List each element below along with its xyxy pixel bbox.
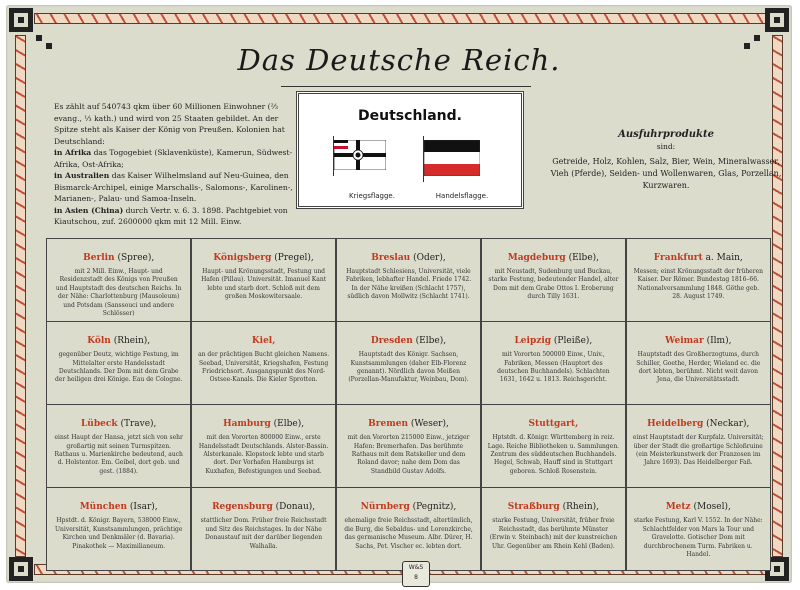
city-description: mit Neustadt, Sudenburg und Buckau, starke Festung, bedeutender Handel, alter Dom mit dem Grabe Ottos I. Eroberung durch Tilly 1631. [488, 268, 619, 301]
city-heading [343, 245, 474, 264]
intro-africa [54, 147, 299, 170]
city-name: Nürnberg [360, 502, 410, 513]
city-description: einst Haupt der Hansa, jetzt sich von sehr großartig mit seinen Turmspitzen. Rathaus u. Marienkirche bedeutend, auch d. Holstentor. Em. Geibel, dort geb. und gest. (1884). [54, 434, 183, 475]
city-heading [633, 328, 764, 347]
right-border-band [772, 35, 783, 557]
city-name: Heidelberg [647, 419, 704, 430]
city-description: Hauptstadt Schlesiens, Universität, viele Fabriken, lebhafter Handel. Friede 1742. In der Nähe kreißen (Schlacht 1757), südlich davon Mollwitz (Schlacht 1741). [345, 268, 472, 301]
city-river: (Isar), [127, 502, 158, 513]
city-heading [633, 411, 764, 430]
city-name: Weimar [665, 336, 704, 347]
merchant-flag-column [417, 136, 507, 200]
city-heading [633, 494, 764, 513]
export-title: Ausfuhrprodukte [618, 129, 714, 140]
city-heading [488, 494, 619, 513]
city-heading [198, 245, 329, 264]
city-cell [47, 488, 190, 570]
city-description: an der prächtigen Bucht gleichen Namens. Seebad, Universität, Kriegshafen, Festung Friedrichsort. Ausgangspunkt des Nord-Ostsee-Kanals. Die Kieler Sprotten. [198, 351, 330, 384]
city-description: mit den Vororten 800000 Einw., erste Handelsstadt Deutschlands. Alster-Bassin. Alsterkanale. Klopstock lebte und starb dort. Der Vorhafen Hamburgs ist Kuxhafen, Befestigungen und Seebad. [198, 434, 329, 475]
left-border-band [15, 35, 26, 557]
city-heading [198, 411, 329, 430]
city-name: Frankfurt [653, 253, 703, 263]
city-heading [53, 328, 184, 347]
city-cell [192, 239, 335, 321]
city-heading [488, 245, 619, 264]
city-description: Hpstdt. d. Königr. Bayern, 538000 Einw., Universität, Kunstsammlungen, prächtige Kirchen und Denkmäler (d. Bavaria). Pinakothek — Maximilianeum. [54, 517, 183, 550]
city-cell [627, 405, 770, 487]
intro-australia-text: das Kaiser Wilhelmsland auf Neu-Guinea, den Bismarck-Archipel, einige Marschalls-, Salomons-, Karolinen-, Marianen-, Palau- und Samoa-Inseln. [54, 171, 293, 203]
city-river: (Elbe), [270, 419, 305, 430]
war-flag-icon [334, 140, 386, 170]
city-heading [53, 245, 184, 264]
intro-africa-text: das Togogebiet (Sklavenküste), Kamerun, Südwest-Afrika, Ost-Afrika; [54, 148, 293, 169]
export-products [546, 129, 786, 192]
city-river: (Mosel), [690, 502, 731, 513]
city-heading [53, 494, 184, 513]
corner-ornament-top-left [9, 8, 33, 32]
intro-text [54, 101, 299, 228]
city-heading [343, 328, 474, 347]
city-cell [47, 239, 190, 321]
city-river: (Pregel), [271, 253, 314, 263]
flag-heading: Deutschland. [358, 108, 462, 124]
city-cell [482, 239, 625, 321]
city-name: Bremen [368, 419, 408, 430]
city-description: mit den Vororten 215000 Einw., jetziger Hafen: Bremerhafen. Das berühmte Rathaus mit dem Ratskeller und dem Roland davor; nahe dem Dom das Standbild Gustav Adolfs. [347, 434, 470, 475]
intro-asia-text: durch Vertr. v. 6. 3. 1898. Pachtgebiet von Kiautschou, zuf. 2600000 qkm mit 12 Mill. Einw. [54, 205, 288, 226]
city-cell [337, 488, 480, 570]
city-name: Köln [87, 336, 111, 347]
city-cell [47, 405, 190, 487]
intro-asia-lead: in Asien (China) [54, 205, 124, 215]
chart-card [6, 5, 792, 583]
city-name: Berlin [83, 253, 115, 263]
city-heading [198, 494, 329, 513]
city-river: (Ilm), [703, 336, 732, 347]
city-cell [192, 488, 335, 570]
city-cell [47, 322, 190, 404]
corner-ornament-top-right [765, 8, 789, 32]
city-grid [46, 238, 771, 571]
city-heading [343, 411, 474, 430]
merchant-flag-caption: Handelsflagge. [435, 192, 489, 200]
city-cell [627, 322, 770, 404]
city-name: Straßburg [507, 502, 560, 513]
intro-paragraph: Es zählt auf 540743 qkm über 60 Millionen Einwohner (⅔ evang., ⅓ kath.) und wird von 25 Staaten gebildet. An der Spitze steht als Kaiser der König von Preußen. Kolonien hat Deutschland: [54, 102, 285, 146]
city-cell [482, 405, 625, 487]
war-flag-column [327, 136, 417, 200]
city-river: a. Main, [702, 253, 743, 263]
city-cell [482, 322, 625, 404]
city-name: Magdeburg [507, 253, 566, 263]
city-description: mit 2 Mill. Einw., Haupt- und Residenzstadt des Königs von Preußen und Hauptstadt des deutschen Reichs. In der Nähe: Charlottenburg (Mausoleum) und Potsdam (Sanssouci und andere Schlösser) [55, 268, 182, 318]
city-river: (Pegnitz), [409, 502, 457, 513]
city-river: (Spree), [114, 253, 155, 263]
city-cell [192, 322, 335, 404]
corner-ornament-bottom-left [9, 557, 33, 581]
decorative-square [36, 35, 42, 41]
war-flag-caption: Kriegsflagge. [349, 192, 395, 200]
city-river: (Donau), [272, 502, 316, 513]
city-river: (Rhein), [110, 336, 151, 347]
city-name: Leipzig [514, 336, 552, 347]
city-name: Regensburg [212, 502, 273, 513]
city-cell [192, 405, 335, 487]
city-name: Lübeck [80, 419, 118, 430]
city-cell [337, 405, 480, 487]
city-river: (Trave), [117, 419, 157, 430]
city-description: starke Festung, Karl V. 1552. In der Nähe: Schlachtfelder von Mars la Tour und Gravelotte. Gotischer Dom mit durchbrochenem Turm. Fabriken u. Handel. [633, 517, 763, 558]
city-description: Hptstdt. d. Königr. Württemberg in reiz. Lage. Reiche Bibliotheken u. Sammlungen. Zentrum des süddeutschen Buchhandels. Hegel, Schwab, Hauff sind in Stuttgart geboren. Schloß Rosenstein. [487, 434, 620, 475]
intro-asia [54, 205, 299, 228]
city-name: Kiel, [251, 336, 276, 347]
city-description: starke Festung, Universität, früher freie Reichsstadt, das berühmte Münster (Erwin v. Steinbach) mit der kunstreichen Uhr. Gegenüber am Rhein Kehl (Baden). [489, 517, 618, 550]
city-heading [198, 328, 329, 347]
page-title: Das Deutsche Reich. [237, 43, 561, 77]
city-river: (Weser), [408, 419, 449, 430]
city-heading [343, 494, 474, 513]
city-cell [337, 239, 480, 321]
city-name: München [79, 502, 128, 513]
city-description: gegenüber Deutz, wichtige Festung, im Mittelalter erste Handelsstadt Deutschlands. Der Dom mit dem Grabe der heiligen drei Könige. Eau de Cologne. [54, 351, 183, 384]
intro-africa-lead: in Afrika [54, 148, 92, 157]
city-cell [337, 322, 480, 404]
city-river: (Neckar), [703, 419, 750, 430]
city-river: (Elbe), [412, 336, 447, 347]
city-name: Metz [665, 502, 691, 513]
city-description: einst Hauptstadt der Kurpfalz. Universität; über der Stadt die großartige Schloßruine (ein Meisterkunstwerk der Franzosen im Jahre 1693). Das Heidelberger Faß. [632, 434, 764, 467]
city-heading [633, 245, 764, 264]
publisher-badge-text: W&S 8 [408, 564, 424, 581]
publisher-badge [402, 561, 430, 587]
city-description: stattlicher Dom. Früher freie Reichsstadt und Sitz des Reichstages. In der Nähe Donaustauf mit der darüber liegenden Walhalla. [200, 517, 327, 550]
city-description: Haupt- und Krönungsstadt, Festung und Hafen (Pillau). Universität. Imanuel Kant lebte und starb dort. Schloß mit dem großen Moskowitersaale. [201, 268, 327, 301]
export-subtitle: sind: [656, 142, 676, 151]
city-name: Königsberg [213, 253, 272, 263]
decorative-square [754, 35, 760, 41]
merchant-flag-icon [424, 140, 480, 176]
city-river: (Rhein), [559, 502, 600, 513]
city-name: Breslau [371, 253, 411, 263]
city-name: Dresden [370, 336, 413, 347]
city-river: (Pleiße), [551, 336, 593, 347]
city-heading [488, 328, 619, 347]
intro-australia-lead: in Australien [54, 171, 110, 180]
intro-australia [54, 170, 299, 205]
city-heading [53, 411, 184, 430]
city-cell [627, 488, 770, 570]
city-name: Hamburg [223, 419, 271, 430]
top-border-band [34, 13, 766, 24]
city-name: Stuttgart, [528, 419, 579, 430]
city-description: Hauptstadt des Großherzogtums, durch Schiller, Goethe, Herder, Wieland ec. die dort lebten, berühmt. Nicht weit davon Jena, die Universitätsstadt. [636, 351, 761, 384]
flag-box [296, 91, 524, 209]
city-heading [488, 411, 619, 430]
city-description: Messen; einst Krönungsstadt der früheren Kaiser. Der Römer. Bundestag 1816–66. Nationalversammlung 1848. Göthe geb. 28. August 1749. [633, 268, 764, 301]
city-river: (Elbe), [565, 253, 600, 263]
city-description: ehemalige freie Reichsstadt, altertümlich, die Burg, die Sebaldus- und Lorenzkirche, das germanische Museum. Albr. Dürer, H. Sachs, Pet. Vischer ec. lebten dort. [344, 517, 473, 550]
city-cell [482, 488, 625, 570]
city-cell [627, 239, 770, 321]
title-underline [281, 86, 531, 87]
city-description: mit Vororten 500000 Einw., Univ., Fabriken, Messen (Hauptort des deutschen Buchhandels). Schlachten 1631, 1642 u. 1813. Reichsgericht. [497, 351, 610, 384]
city-description: Hauptstadt des Königr. Sachsen, Kunstsammlungen (daher Elb-Florenz genannt). Nördlich davon Meißen (Porzellan-Manufaktur, Weinbau, Dom). [348, 351, 469, 384]
export-text: Getreide, Holz, Kohlen, Salz, Bier, Wein, Mineralwasser, Vieh (Pferde), Seiden- und Wollenwaren, Glas, Porzellan, Kurzwaren. [550, 157, 782, 190]
city-river: (Oder), [410, 253, 446, 263]
